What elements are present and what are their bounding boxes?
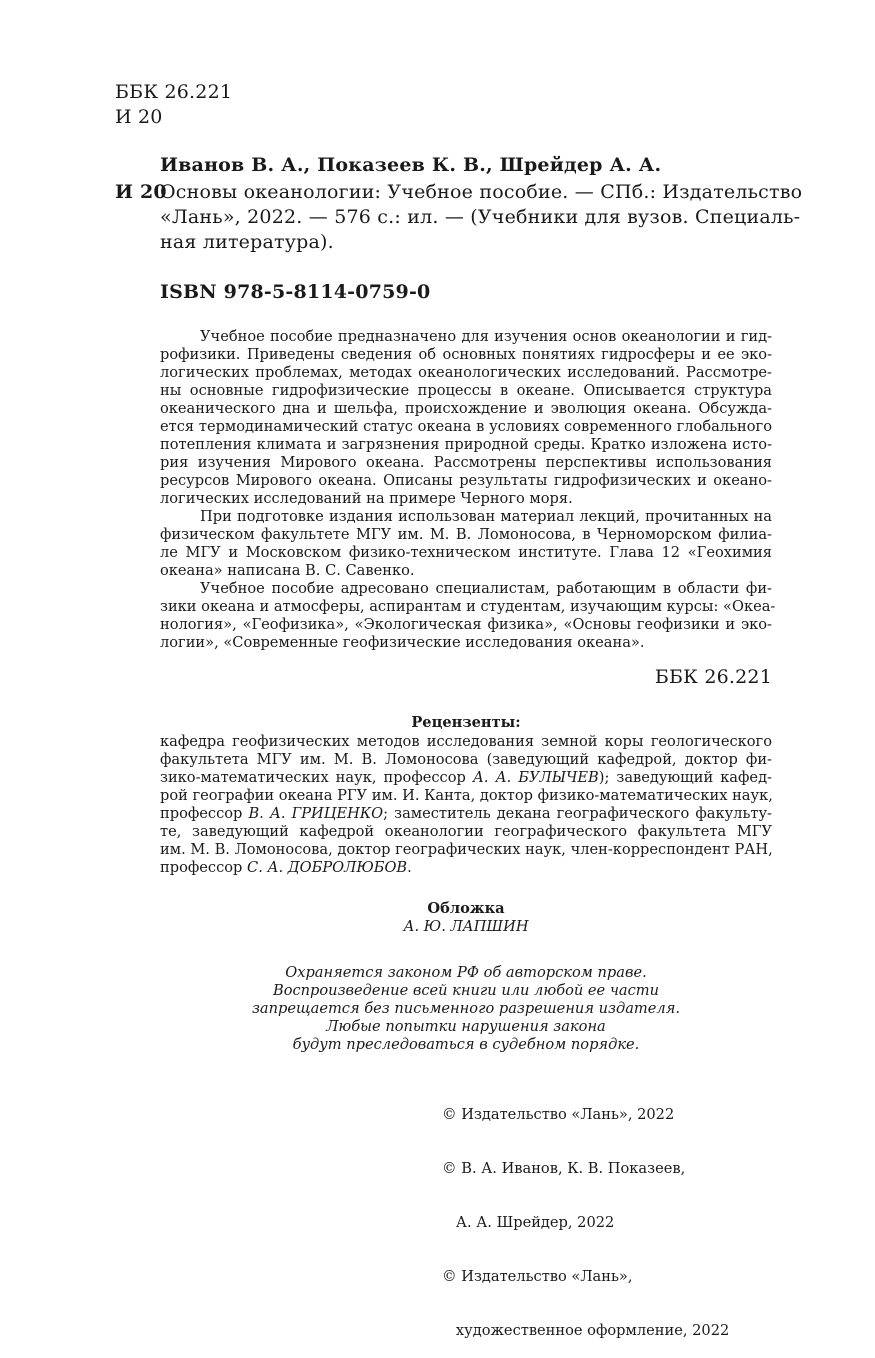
reviewer-name: А. А. БУЛЫЧЕВ	[472, 769, 599, 786]
reviewers	[160, 733, 772, 877]
bbk-code-bottom: ББК 26.221	[654, 666, 772, 688]
cover-artist: А. Ю. ЛАПШИН	[403, 918, 529, 935]
abstract-line: рофизики. Приведены сведения об основных понятиях гидросферы и ее эко-	[160, 346, 772, 363]
cover-title: Обложка	[427, 900, 505, 917]
abstract-line: Учебное пособие предназначено для изучения основ океанологии и гид-	[200, 328, 772, 345]
abstract	[160, 328, 776, 652]
copyright-notice	[160, 964, 772, 1054]
abstract-line: зики океана и атмосферы, аспирантам и студентам, изучающим курсы: «Океа-	[160, 598, 776, 615]
abstract-line: физическом факультете МГУ им. М. В. Ломоносова, в Черноморском филиа-	[160, 526, 772, 543]
authors: Иванов В. А., Показеев К. В., Шрейдер А. А.	[160, 154, 662, 176]
copyright-line: художественное оформление, 2022	[442, 1322, 730, 1339]
author-sign: И 20	[115, 181, 167, 203]
reviewer-name: С. А. ДОБРОЛЮБОВ	[247, 859, 408, 876]
abstract-line: ны основные гидрофизические процессы в океане. Описывается структура	[160, 382, 772, 399]
abstract-line: потепления климата и загрязнения природной среды. Кратко изложена исто-	[160, 436, 772, 453]
abstract-line: океанического дна и шельфа, происхождение и эволюция океана. Обсужда-	[160, 400, 772, 417]
isbn: ISBN 978-5-8114-0759-0	[160, 281, 431, 303]
notice-line: запрещается без письменного разрешения издателя.	[251, 1000, 681, 1017]
biblio-line: «Лань», 2022. — 576 с.: ил. — (Учебники для вузов. Специаль-	[160, 206, 801, 228]
reviewer-name: В. А. ГРИЦЕНКО	[248, 805, 384, 822]
reviewers-line: зико-математических наук, профессор А. А. БУЛЫЧЕВ); заведующий кафед-	[160, 769, 772, 786]
biblio-line: ная литература).	[160, 231, 334, 253]
notice-line: Любые попытки нарушения закона	[326, 1018, 606, 1035]
abstract-line: При подготовке издания использован материал лекций, прочитанных на	[200, 508, 772, 525]
reviewers-line: кафедра геофизических методов исследования земной коры геологического	[160, 733, 772, 750]
copyright-line: © Издательство «Лань», 2022	[442, 1106, 675, 1123]
copyright-line: © Издательство «Лань»,	[442, 1268, 633, 1285]
abstract-line: океана» написана В. С. Савенко.	[160, 562, 415, 579]
notice-line: Воспроизведение всей книги или любой ее части	[272, 982, 660, 999]
biblio-line: Основы океанологии: Учебное пособие. — СПб.: Издательство	[160, 181, 803, 203]
abstract-line: ле МГУ и Московском физико-техническом институте. Глава 12 «Геохимия	[160, 544, 772, 561]
reviewers-line: факультета МГУ им. М. В. Ломоносова (заведующий кафедрой, доктор фи-	[160, 751, 772, 768]
copyright-line: © В. А. Иванов, К. В. Показеев,	[442, 1160, 686, 1177]
copyright-line: А. А. Шрейдер, 2022	[442, 1214, 615, 1231]
reviewers-line: рой географии океана РГУ им. И. Канта, доктор физико-математических наук,	[160, 787, 773, 804]
notice-line: Охраняется законом РФ об авторском праве.	[285, 964, 647, 981]
reviewers-title: Рецензенты:	[411, 714, 521, 731]
abstract-line: логии», «Современные геофизические исследования океана».	[160, 634, 645, 651]
abstract-line: нология», «Геофизика», «Экологическая физика», «Основы геофизики и эко-	[160, 616, 772, 633]
reviewers-line: профессор В. А. ГРИЦЕНКО; заместитель декана географического факульту-	[160, 805, 772, 822]
notice-line: будут преследоваться в судебном порядке.	[292, 1036, 640, 1053]
reviewers-line: профессор С. А. ДОБРОЛЮБОВ.	[160, 859, 412, 876]
copyrights	[442, 1070, 729, 1358]
abstract-line: логических исследований на примере Черного моря.	[160, 490, 573, 507]
reviewers-line: им. М. В. Ломоносова, доктор географических наук, член-корреспондент РАН,	[160, 841, 773, 858]
abstract-line: логических проблемах, методах океанологических исследований. Рассмотре-	[160, 364, 772, 381]
abstract-line: рия изучения Мирового океана. Рассмотрены перспективы использования	[160, 454, 772, 471]
abstract-line: ется термодинамический статус океана в условиях современного глобального	[160, 418, 772, 435]
abstract-line: ресурсов Мирового океана. Описаны результаты гидрофизических и океано-	[160, 472, 772, 489]
abstract-line: Учебное пособие адресовано специалистам, работающим в области фи-	[200, 580, 772, 597]
bbk-code: ББК 26.221	[115, 81, 233, 103]
biblio-description	[160, 180, 803, 255]
author-sign-top: И 20	[115, 106, 163, 128]
reviewers-line: те, заведующий кафедрой океанологии географического факультета МГУ	[160, 823, 772, 840]
